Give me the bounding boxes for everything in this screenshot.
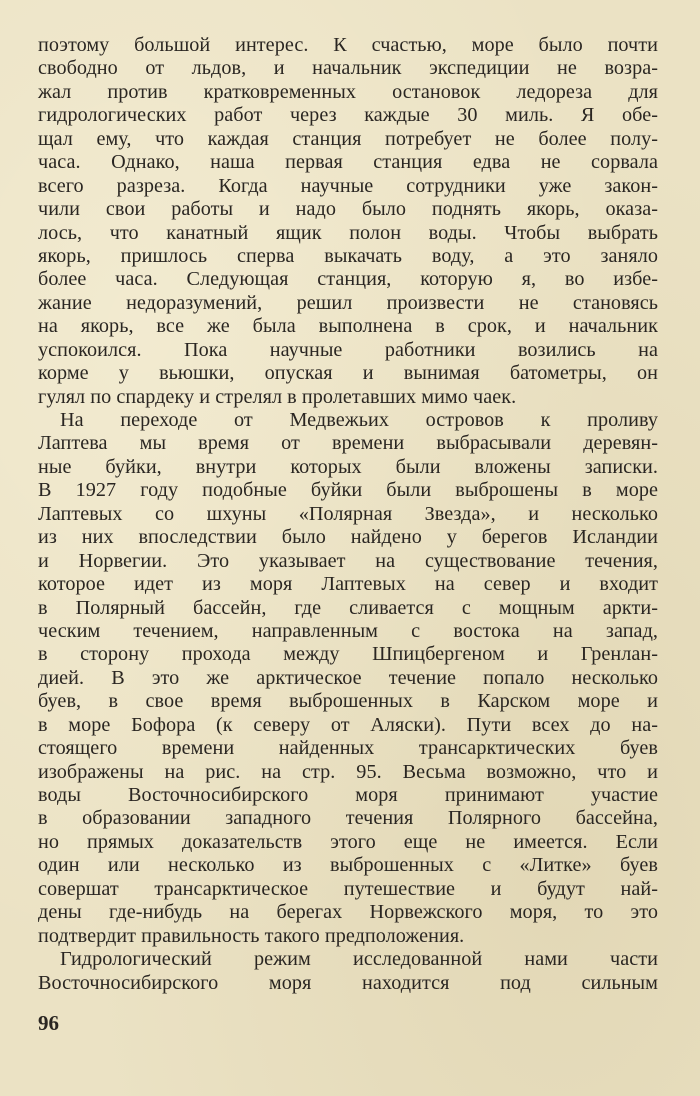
text-line: изображены на рис. на стр. 95. Весьма возможно, что и: [38, 760, 658, 783]
text-line: и Норвегии. Это указывает на существование течения,: [38, 549, 658, 572]
text-line: которое идет из моря Лаптевых на север и входит: [38, 573, 658, 596]
text-line: дией. В это же арктическое течение попало несколько: [38, 666, 658, 689]
text-line: успокоился. Пока научные работники возились на: [38, 338, 658, 361]
text-line: В 1927 году подобные буйки были выброшены в море: [38, 479, 658, 502]
text-line: щал ему, что каждая станция потребует не более полу-: [38, 127, 658, 150]
text-line: совершат трансарктическое путешествие и будут най-: [38, 877, 658, 900]
text-line: стоящего времени найденных трансарктических буев: [38, 737, 658, 760]
text-line: поэтому большой интерес. К счастью, море было почти: [38, 34, 658, 56]
text-line: в Полярный бассейн, где сливается с мощным аркти-: [38, 596, 658, 619]
text-line: в образовании западного течения Полярного бассейна,: [38, 807, 658, 830]
text-line: свободно от льдов, и начальник экспедиции не возра-: [38, 57, 658, 80]
text-line: жание недоразумений, решил произвести не становясь: [38, 291, 658, 314]
text-line: дены где-нибудь на берегах Норвежского моря, то это: [38, 901, 658, 924]
text-line: жал против кратковременных остановок ледореза для: [38, 80, 658, 103]
text-line: лось, что канатный ящик полон воды. Чтобы выбрать: [38, 221, 658, 244]
text-line: более часа. Следующая станция, которую я, во избе-: [38, 268, 658, 291]
text-line: один или несколько из выброшенных с «Литке» буев: [38, 854, 658, 877]
text-line: Восточносибирского моря находится под сильным: [38, 971, 658, 994]
body-text: [38, 34, 658, 995]
paragraph: [38, 409, 658, 948]
text-line: корме у вьюшки, опуская и вынимая батометры, он: [38, 362, 658, 385]
text-line: всего разреза. Когда научные сотрудники уже закон-: [38, 174, 658, 197]
text-line: Лаптевых со шхуны «Полярная Звезда», и несколько: [38, 502, 658, 525]
text-line: подтвердит правильность такого предположения.: [38, 924, 465, 947]
text-line: буев, в свое время выброшенных в Карском море и: [38, 690, 658, 713]
text-line: гулял по спардеку и стрелял в пролетавших мимо чаек.: [38, 385, 517, 408]
page-number: 96: [38, 1011, 59, 1035]
text-line: ные буйки, внутри которых были вложены записки.: [38, 455, 658, 478]
text-line: Гидрологический режим исследованной нами части: [60, 948, 658, 971]
text-line: ческим течением, направленным с востока на запад,: [38, 619, 658, 642]
book-page: [38, 0, 658, 1096]
text-line: в сторону прохода между Шпицбергеном и Гренлан-: [38, 643, 658, 666]
text-line: на якорь, все же была выполнена в срок, и начальник: [38, 315, 658, 338]
text-line: часа. Однако, наша первая станция едва не сорвала: [38, 151, 658, 174]
text-line: якорь, пришлось сперва выкачать воду, а это заняло: [38, 244, 658, 267]
paragraph: [38, 948, 658, 995]
paragraph: [38, 34, 658, 409]
text-line: но прямых доказательств этого еще не имеется. Если: [38, 830, 658, 853]
text-line: На переходе от Медвежьих островов к проливу: [60, 409, 658, 431]
text-line: в море Бофора (к северу от Аляски). Пути всех до на-: [38, 713, 658, 736]
text-line: Лаптева мы время от времени выбрасывали деревян-: [38, 432, 658, 455]
text-line: чили свои работы и надо было поднять якорь, оказа-: [38, 198, 658, 221]
text-line: воды Восточносибирского моря принимают участие: [38, 784, 658, 806]
text-line: из них впоследствии было найдено у берегов Исландии: [38, 526, 658, 549]
text-line: гидрологических работ через каждые 30 миль. Я обе-: [38, 104, 658, 127]
